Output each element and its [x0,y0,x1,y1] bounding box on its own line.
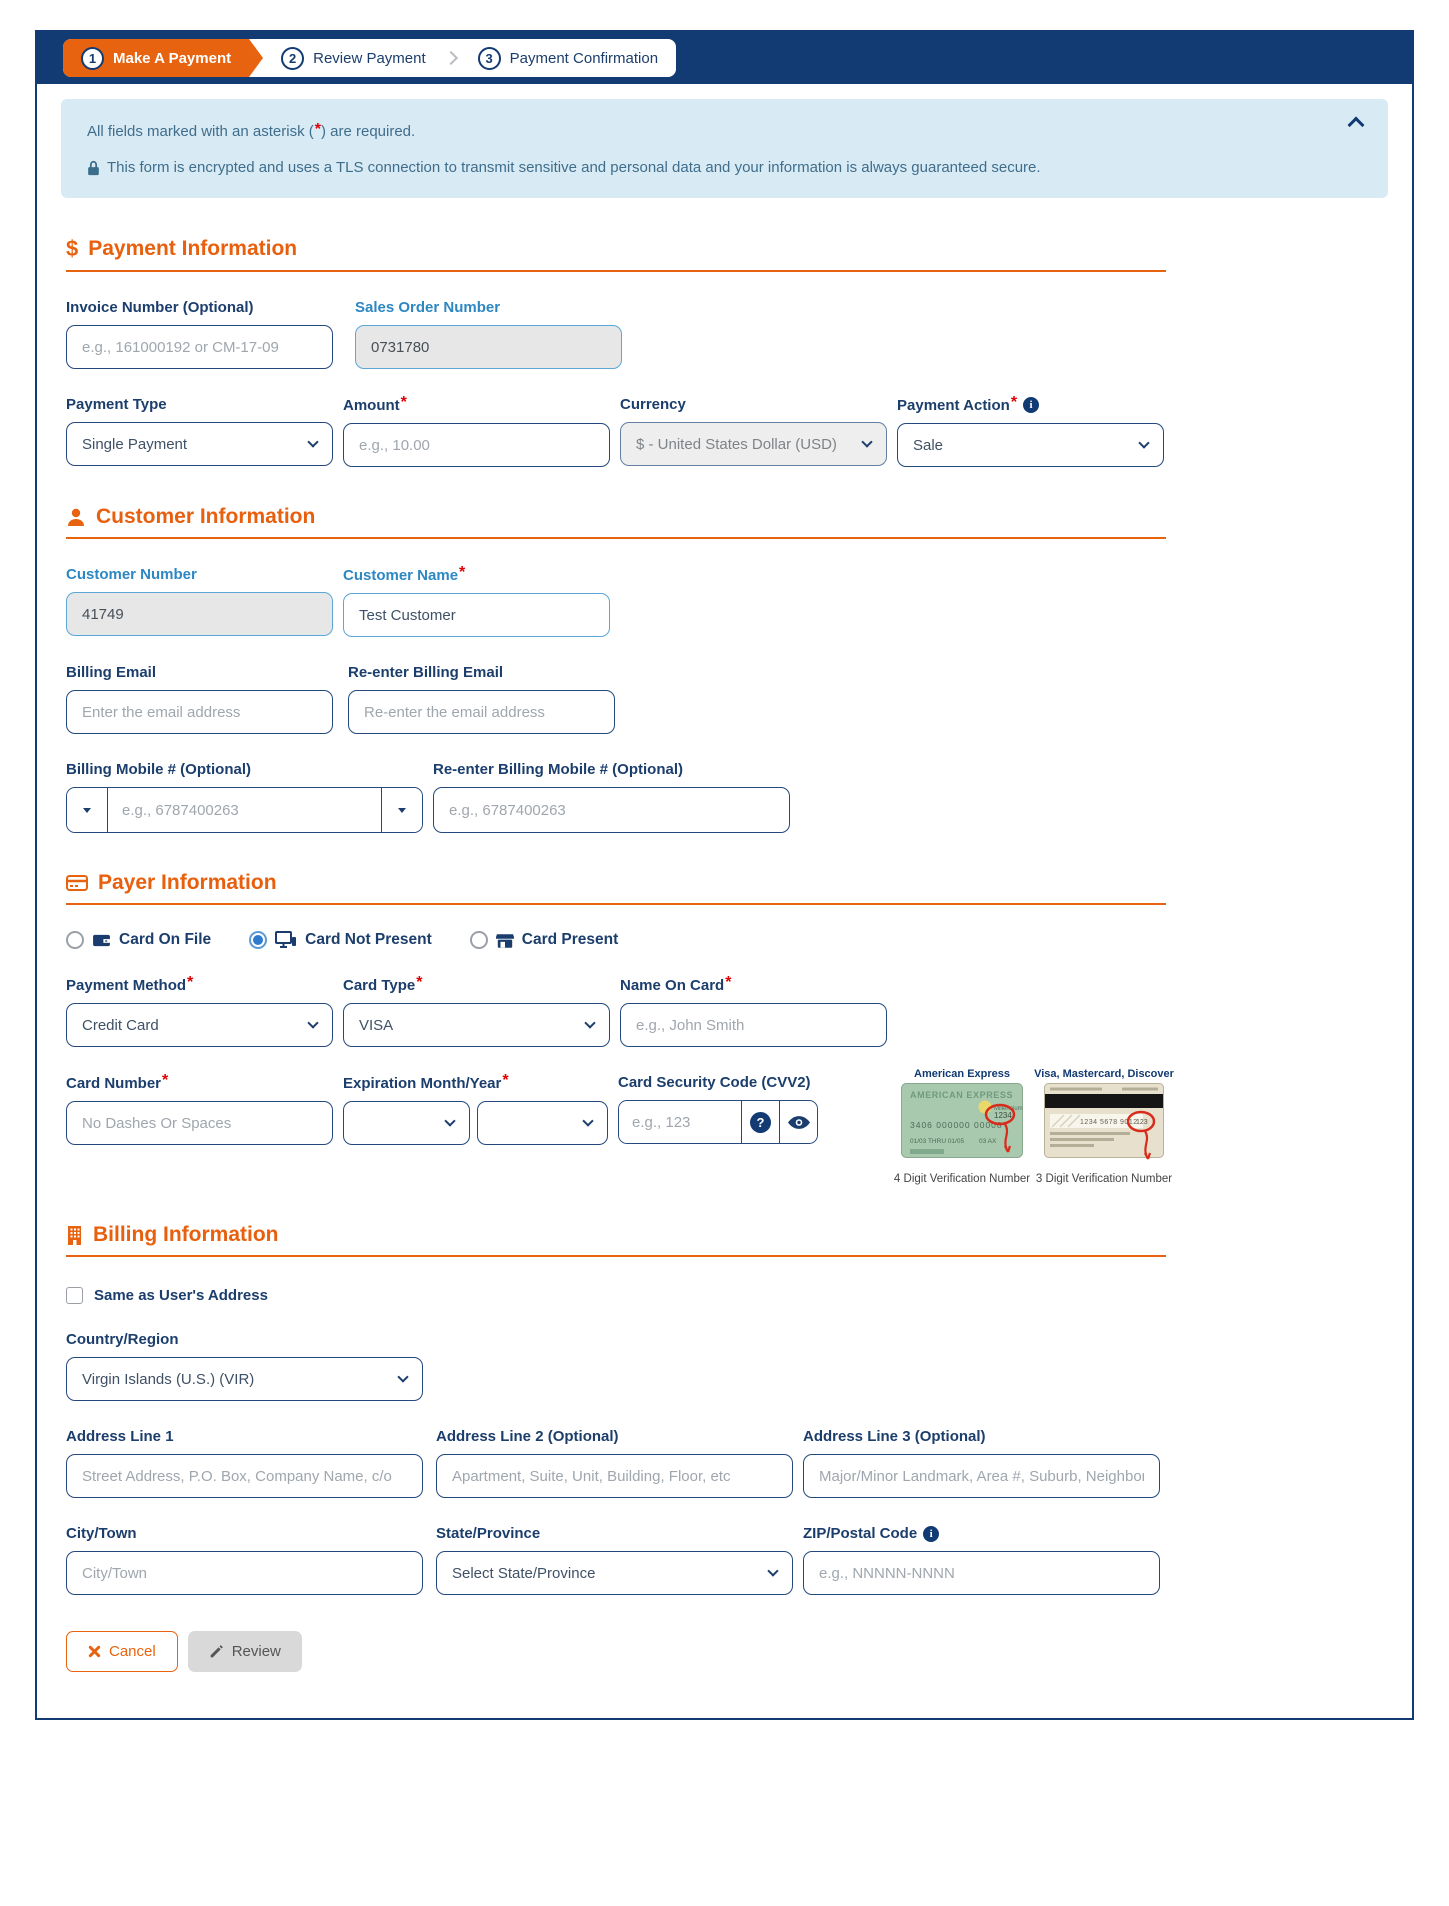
mobile-dropdown-toggle[interactable] [381,788,422,832]
radio-circle[interactable] [66,931,84,949]
cvv-field [618,1074,818,1144]
payment-action-field [897,396,1164,467]
radio-label: Card Present [521,931,619,949]
billing-mobile-group [66,787,423,833]
address1-input[interactable] [66,1454,423,1498]
step-2-label: Review Payment [313,49,426,67]
billing-information-heading [66,1223,1166,1247]
svg-text:Millennium: Millennium [994,1106,1023,1113]
currency-select [620,422,887,466]
cvv-input-group [618,1100,818,1144]
info-icon[interactable]: i [1023,397,1039,413]
payer-information-title: Payer Information [98,871,277,895]
country-code-dropdown[interactable] [67,788,108,832]
svg-text:01/03 THRU 01/05: 01/03 THRU 01/05 [910,1138,965,1146]
card-number-input[interactable] [66,1101,333,1145]
country-label: Country/Region [66,1331,179,1349]
amex-cvv-help [893,1068,1031,1186]
chevron-up-icon [1348,117,1365,134]
reenter-email-field [348,664,615,734]
expiration-year-select[interactable] [477,1101,608,1145]
customer-information-heading [66,505,1166,529]
amex-caption: American Express [914,1068,1010,1081]
building-icon [66,1225,83,1245]
payment-information-title: Payment Information [88,237,298,261]
stepper [63,39,676,77]
payment-type-field [66,396,333,466]
city-input[interactable] [66,1551,423,1595]
visa-caption: Visa, Mastercard, Discover [1034,1068,1174,1081]
amex-note: 4 Digit Verification Number [893,1173,1031,1186]
required-note-pre: All fields marked with an asterisk ( [87,123,314,140]
payment-form-card [35,30,1414,1720]
zip-input[interactable] [803,1551,1160,1595]
country-select[interactable] [66,1357,423,1401]
visa-cvv-help [1034,1068,1174,1186]
expiration-month-select[interactable] [343,1101,470,1145]
name-on-card-label: Name On Card * [620,974,732,994]
eye-icon [788,1116,810,1129]
required-fields-note [87,121,1328,143]
zip-label: ZIP/Postal Code i [803,1525,1160,1542]
lock-icon [87,160,100,176]
cvv-input[interactable] [619,1101,741,1143]
invoice-number-field [66,299,333,369]
visa-card-image [1044,1083,1164,1171]
address2-input[interactable] [436,1454,793,1498]
address1-field [66,1428,423,1498]
step-1-number: 1 [81,47,104,70]
stepper-bar [37,32,1412,84]
reenter-mobile-field [433,761,790,833]
expiration-label: Expiration Month/Year * [343,1072,509,1092]
sales-order-label: Sales Order Number [355,299,501,317]
name-on-card-field [620,976,887,1047]
city-field [66,1525,423,1595]
expiration-field [343,1074,608,1145]
billing-email-row [66,664,1166,734]
step-separator-chevron-icon [444,51,458,65]
reenter-mobile-input[interactable] [433,787,790,833]
person-icon [66,507,86,527]
state-field [436,1525,793,1595]
info-banner [61,99,1388,198]
form-content [37,84,1412,1718]
svg-text:1234 5678 9012: 1234 5678 9012 [1080,1119,1138,1127]
invoice-row [66,299,1166,369]
amount-label: Amount * [343,394,407,414]
reenter-email-input[interactable] [348,690,615,734]
payment-method-label: Payment Method * [66,974,194,994]
address-row [66,1428,1166,1498]
currency-label: Currency [620,396,686,414]
address3-input[interactable] [803,1454,1160,1498]
state-select[interactable] [436,1551,793,1595]
payment-type-label: Payment Type [66,396,167,414]
payment-method-field [66,976,333,1047]
review-button[interactable] [188,1631,302,1672]
address2-field [436,1428,793,1498]
customer-information-title: Customer Information [96,505,316,529]
customer-number-field [66,566,333,636]
payment-type-row [66,396,1166,467]
amex-card-image [901,1083,1023,1171]
name-on-card-input[interactable] [620,1003,887,1047]
review-label: Review [231,1643,281,1661]
radio-card-on-file[interactable] [66,931,211,949]
cvv-label: Card Security Code (CVV2) [618,1074,811,1092]
address3-label: Address Line 3 (Optional) [803,1428,986,1446]
caret-down-icon [398,808,406,813]
currency-field [620,396,887,466]
step-3-number: 3 [478,47,501,70]
wallet-icon [92,933,111,948]
security-note-text: This form is encrypted and uses a TLS connection to transmit sensitive and personal data and your information is always guaranteed secure. [107,159,1041,177]
billing-email-field [66,664,333,734]
card-type-field [343,976,610,1047]
sales-order-input [355,325,622,369]
card-number-label: Card Number * [66,1072,169,1092]
cvv-help-button[interactable] [741,1101,779,1143]
city-label: City/Town [66,1525,137,1543]
card-mode-radios [66,931,1166,949]
same-as-user-address-option[interactable] [66,1287,1166,1304]
dollar-icon: $ [66,236,79,262]
billing-mobile-input[interactable] [108,788,381,832]
step-payment-confirmation[interactable] [460,39,676,77]
section-divider [66,1255,1166,1257]
section-divider [66,270,1166,272]
address2-label: Address Line 2 (Optional) [436,1428,619,1446]
checkbox[interactable] [66,1287,83,1304]
zip-field [803,1525,1160,1595]
country-row [66,1331,1166,1401]
form-area [66,236,1174,1672]
billing-information-title: Billing Information [93,1223,279,1247]
required-note-post: ) are required. [320,123,416,140]
caret-down-icon [83,808,91,813]
question-icon: ? [750,1112,771,1133]
radio-circle[interactable] [470,931,488,949]
credit-card-icon [66,874,88,892]
invoice-number-input[interactable] [66,325,333,369]
reenter-email-label: Re-enter Billing Email [348,664,504,682]
amount-field [343,396,610,467]
svg-text:AMERICAN EXPRESS: AMERICAN EXPRESS [910,1090,1014,1101]
card-number-row [66,1068,1174,1186]
billing-mobile-field [66,761,423,833]
country-field [66,1331,423,1401]
invoice-number-label: Invoice Number (Optional) [66,299,254,317]
state-label: State/Province [436,1525,541,1543]
collapse-banner-button[interactable] [1344,113,1368,137]
step-2-number: 2 [281,47,304,70]
payment-information-heading [66,236,1166,262]
card-number-field [66,1074,333,1145]
cvv-show-button[interactable] [779,1101,817,1143]
city-state-zip-row [66,1525,1166,1595]
pencil-icon [209,1644,224,1659]
cancel-label: Cancel [109,1643,156,1661]
billing-mobile-label: Billing Mobile # (Optional) [66,761,251,779]
step-review-payment[interactable] [263,39,444,77]
svg-text:123: 123 [1136,1119,1148,1127]
same-as-user-address-label: Same as User's Address [94,1287,268,1305]
form-actions [66,1631,1166,1672]
step-make-a-payment[interactable] [63,39,249,77]
terminal-icon [496,932,514,949]
card-type-select[interactable] [343,1003,610,1047]
radio-card-present[interactable] [470,931,618,949]
cvv-help-images [893,1068,1174,1186]
section-divider [66,537,1166,539]
step-3-label: Payment Confirmation [509,49,659,67]
amount-input[interactable] [343,423,610,467]
required-asterisk: * [314,121,321,138]
payer-information-heading [66,871,1166,895]
device-card-icon [275,931,297,949]
step-1-label: Make A Payment [113,49,232,67]
card-type-label: Card Type * [343,974,423,994]
customer-number-input [66,592,333,636]
radio-circle-checked[interactable] [249,931,267,949]
payment-method-row [66,976,1166,1047]
reenter-mobile-label: Re-enter Billing Mobile # (Optional) [433,761,684,779]
radio-card-not-present[interactable] [249,931,432,949]
security-note [87,157,1328,178]
address3-field [803,1428,1160,1498]
customer-name-input[interactable] [343,593,610,637]
visa-note: 3 Digit Verification Number [1035,1173,1173,1186]
svg-text:3406 000000 00008: 3406 000000 00008 [910,1120,1003,1131]
payment-action-label: Payment Action * i [897,396,1164,414]
radio-label: Card Not Present [305,931,432,949]
billing-email-label: Billing Email [66,664,157,682]
address1-label: Address Line 1 [66,1428,174,1446]
payment-method-select[interactable] [66,1003,333,1047]
customer-number-label: Customer Number [66,566,197,584]
svg-text:03 AX: 03 AX [979,1138,997,1146]
billing-mobile-row [66,761,1166,833]
customer-row [66,566,1166,637]
svg-text:1234: 1234 [994,1111,1012,1121]
customer-name-label: Customer Name * [343,564,466,584]
section-divider [66,903,1166,905]
radio-label: Card On File [119,931,212,949]
info-icon[interactable]: i [923,1526,939,1542]
sales-order-field [355,299,622,369]
cancel-button[interactable] [66,1631,178,1672]
payment-action-select[interactable] [897,423,1164,467]
customer-name-field [343,566,610,637]
billing-email-input[interactable] [66,690,333,734]
payment-type-select[interactable] [66,422,333,466]
x-icon [88,1645,101,1658]
